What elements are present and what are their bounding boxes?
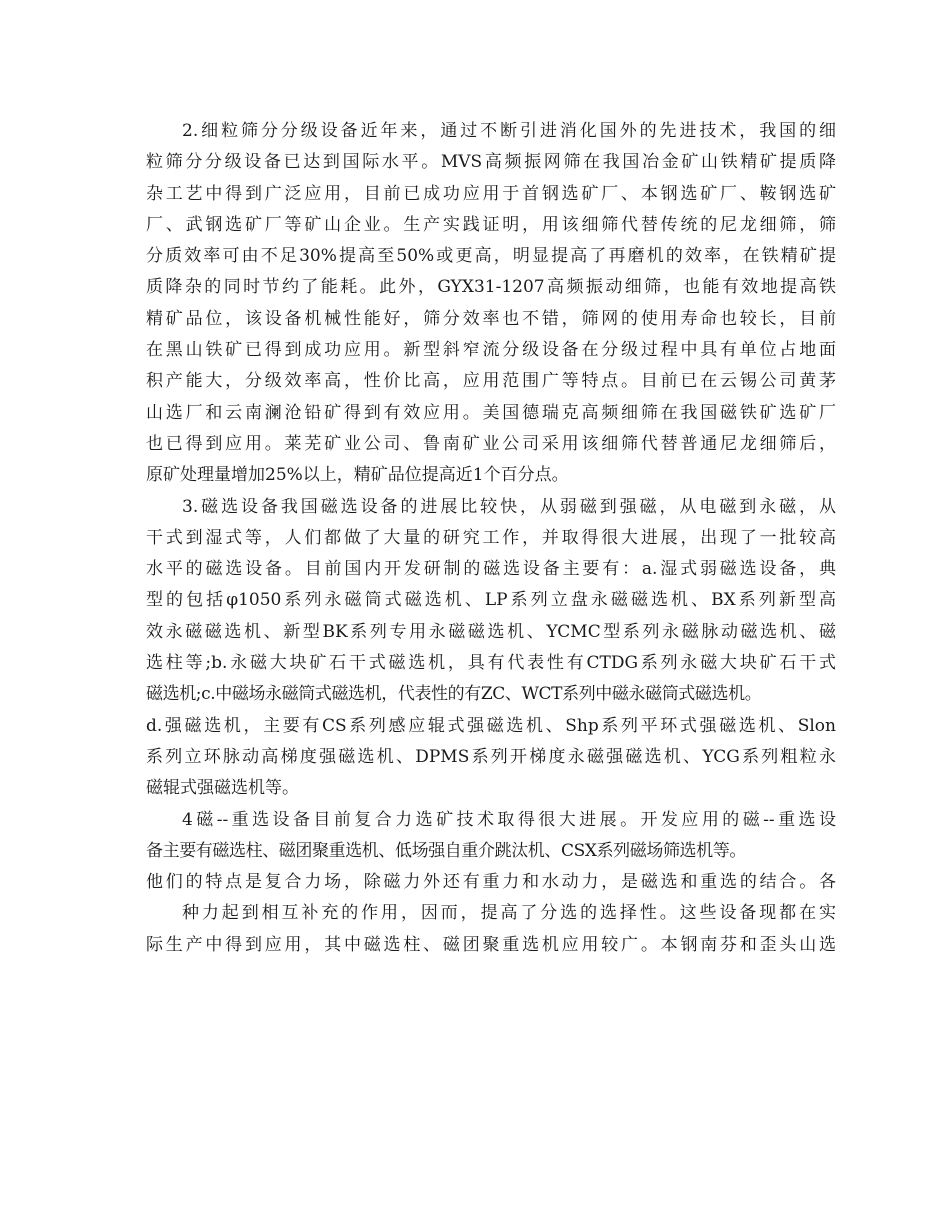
text-line: 干式到湿式等，人们都做了大量的研究工作，并取得很大进展，出现了一批较高 [146, 527, 836, 548]
text-line: 系列立环脉动高梯度强磁选机、DPMS系列开梯度永磁强磁选机、YCG系列粗粒永 [146, 746, 836, 767]
text-line: 2.细粒筛分分级设备近年来，通过不断引进消化国外的先进技术，我国的细 [182, 121, 836, 141]
text-line: 山选厂和云南澜沧铅矿得到有效应用。美国德瑞克高频细筛在我国磁铁矿选矿厂 [146, 402, 836, 423]
text-line: 4磁--重选设备目前复合力选矿技术取得很大进展。开发应用的磁--重选设 [182, 809, 836, 830]
text-line: 际生产中得到应用，其中磁选柱、磁团聚重选机应用较广。本钢南芬和歪头山选 [146, 934, 836, 955]
text-line: 杂工艺中得到广泛应用，目前已成功应用于首钢选矿厂、本钢选矿厂、鞍钢选矿 [146, 183, 836, 204]
text-line: 粒筛分分级设备已达到国际水平。MVS高频振网筛在我国冶金矿山铁精矿提质降 [146, 152, 836, 173]
text-line: 选柱等;b.永磁大块矿石干式磁选机，具有代表性有CTDG系列永磁大块矿石干式 [146, 653, 836, 674]
text-line: 他们的特点是复合力场，除磁力外还有重力和水动力，是磁选和重选的结合。各 [146, 872, 836, 893]
text-line: 效永磁磁选机、新型BK系列专用永磁磁选机、YCMC型系列永磁脉动磁选机、磁 [146, 621, 836, 642]
text-line: 3.磁选设备我国磁选设备的进展比较快，从弱磁到强磁，从电磁到永磁，从 [182, 496, 836, 517]
text-line: 积产能大，分级效率高，性价比高，应用范围广等特点。目前已在云锡公司黄茅 [146, 371, 836, 392]
text-line: 原矿处理量增加25%以上，精矿品位提高近1个百分点。 [146, 465, 569, 486]
text-line: d.强磁选机，主要有CS系列感应辊式强磁选机、Shp系列平环式强磁选机、Slon [146, 715, 836, 736]
text-line: 也已得到应用。莱芜矿业公司、鲁南矿业公司采用该细筛代替普通尼龙细筛后， [146, 433, 836, 454]
text-line: 备主要有磁选柱、磁团聚重选机、低场强自重介跳汰机、CSX系列磁场筛选机等。 [146, 840, 746, 861]
text-line: 在黑山铁矿已得到成功应用。新型斜窄流分级设备在分级过程中具有单位占地面 [146, 340, 836, 361]
text-line: 精矿品位，该设备机械性能好，筛分效率也不错，筛网的使用寿命也较长，目前 [146, 308, 836, 329]
text-line: 质降杂的同时节约了能耗。此外，GYX31-1207高频振动细筛，也能有效地提高铁 [146, 277, 836, 298]
text-line: 磁选机;c.中磁场永磁筒式磁选机，代表性的有ZC、WCT系列中磁永磁筒式磁选机。 [146, 684, 762, 705]
text-line: 磁辊式强磁选机等。 [146, 778, 299, 799]
text-line: 种力起到相互补充的作用，因而，提高了分选的选择性。这些设备现都在实 [182, 903, 836, 924]
text-line: 分质效率可由不足30%提高至50%或更高，明显提高了再磨机的效率，在铁精矿提 [146, 246, 836, 267]
text-line: 水平的磁选设备。目前国内开发研制的磁选设备主要有：a.湿式弱磁选设备，典 [146, 559, 836, 580]
document-body [146, 116, 836, 961]
text-line: 厂、武钢选矿厂等矿山企业。生产实践证明，用该细筛代替传统的尼龙细筛，筛 [146, 214, 836, 235]
text-line: 型的包括φ1050系列永磁筒式磁选机、LP系列立盘永磁磁选机、BX系列新型高 [146, 590, 836, 611]
